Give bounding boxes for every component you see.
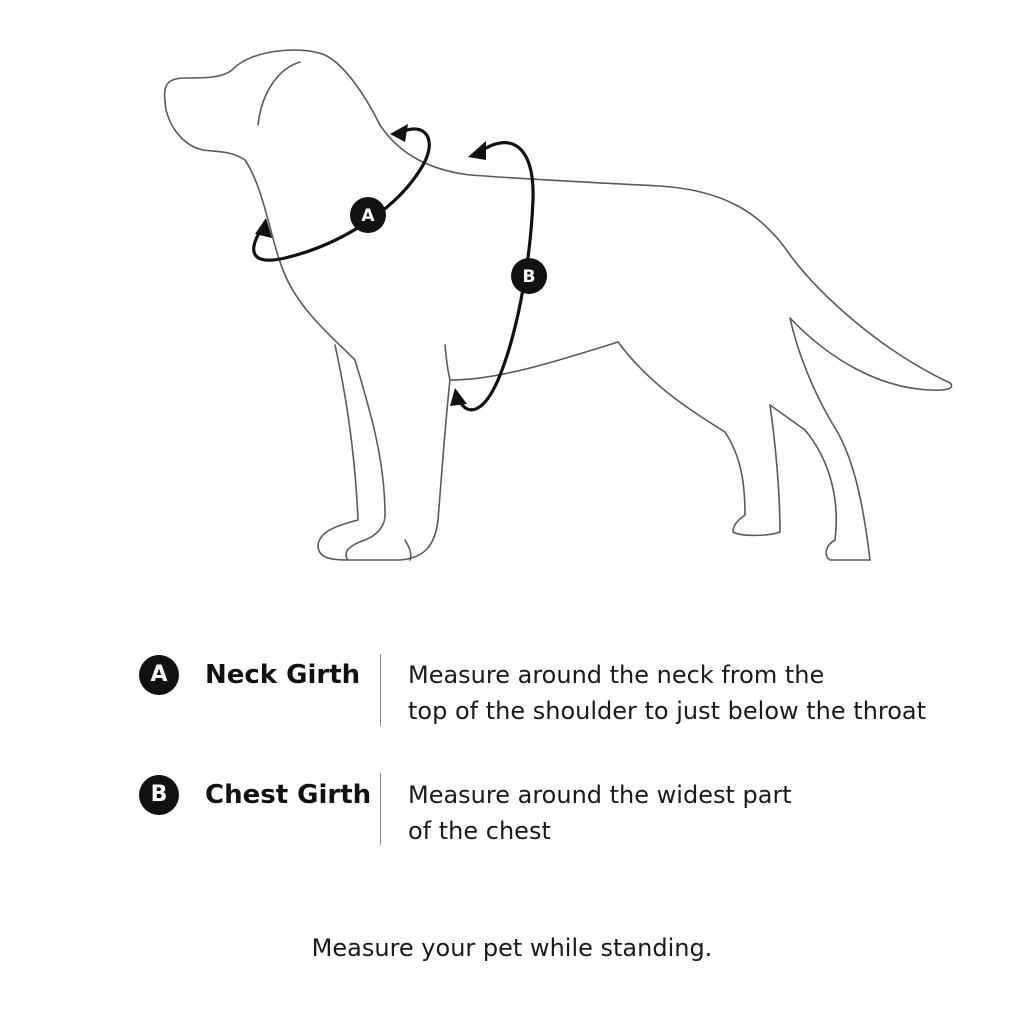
neck-girth-description-line-2: top of the shoulder to just below the throat bbox=[408, 697, 927, 725]
legend-divider bbox=[380, 773, 381, 845]
neck-girth-label: Neck Girth bbox=[205, 660, 361, 690]
footer-note: Measure your pet while standing. bbox=[311, 934, 713, 962]
chest-girth-description-line-1: Measure around the widest part bbox=[408, 781, 792, 809]
dog-paw-line bbox=[405, 540, 411, 560]
chest-arrowhead-bottom bbox=[450, 388, 467, 406]
chest-marker-letter: B bbox=[522, 267, 536, 287]
dog-body-outline bbox=[165, 50, 952, 560]
legend-divider bbox=[380, 654, 381, 726]
chest-girth-description-line-2: of the chest bbox=[408, 817, 551, 845]
chest-girth-badge: B bbox=[139, 775, 179, 815]
dog-front-leg-line bbox=[318, 345, 358, 560]
chest-marker-badge bbox=[511, 258, 547, 294]
dog-ear bbox=[258, 62, 300, 125]
chest-girth-description bbox=[408, 777, 792, 849]
neck-girth-description-line-1: Measure around the neck from the bbox=[408, 661, 825, 689]
chest-arrowhead-top bbox=[468, 141, 486, 160]
dog-chest-line bbox=[445, 345, 450, 380]
neck-girth-description bbox=[408, 657, 926, 729]
neck-girth-measure-line bbox=[254, 129, 430, 260]
neck-marker-badge bbox=[350, 197, 386, 233]
chest-girth-label: Chest Girth bbox=[205, 780, 372, 810]
neck-girth-badge: A bbox=[139, 655, 179, 695]
neck-marker-letter: A bbox=[361, 206, 375, 226]
neck-arrowhead-top bbox=[390, 124, 408, 142]
